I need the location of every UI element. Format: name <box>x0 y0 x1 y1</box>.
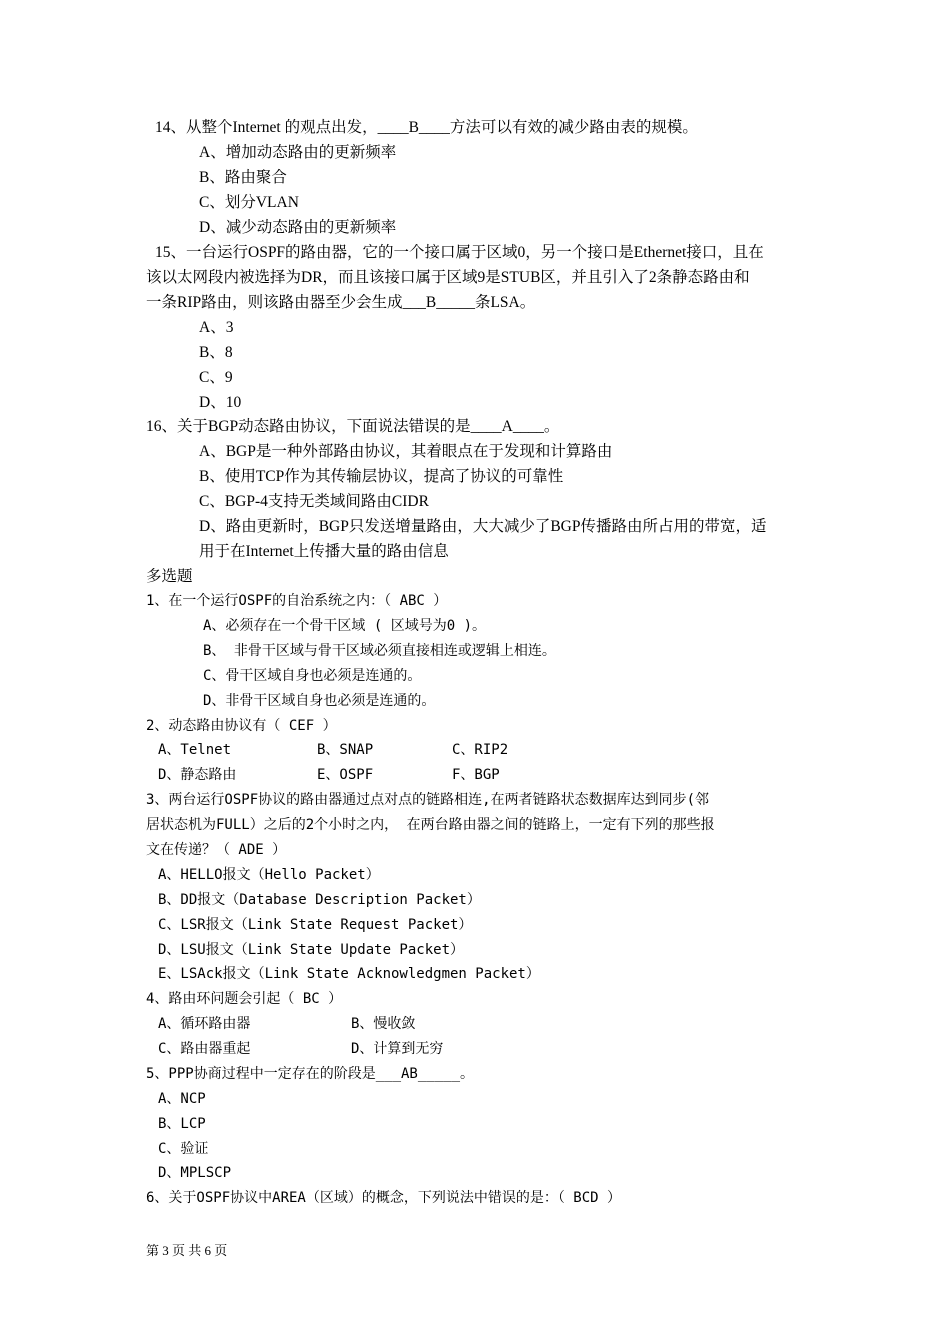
section-heading: 多选题 <box>146 568 193 585</box>
option-14c: C、划分VLAN <box>199 194 299 211</box>
multi-question-3-line-3: 文在传递？（ ADE ） <box>146 842 287 858</box>
multi-question-3-line-2: 居状态机为FULL）之后的2个小时之内， 在两台路由器之间的链路上，一定有下列的那些报 <box>146 817 715 833</box>
option-14a: A、增加动态路由的更新频率 <box>199 144 397 161</box>
multi-option-5d: D、MPLSCP <box>158 1165 232 1181</box>
option-15d: D、10 <box>199 394 242 411</box>
multi-option-2a: A、Telnet <box>158 742 232 758</box>
option-16a: A、BGP是一种外部路由协议，其着眼点在于发现和计算路由 <box>199 443 613 460</box>
multi-option-4d: D、计算到无穷 <box>351 1041 444 1057</box>
multi-question-3-line-1: 3、两台运行OSPF协议的路由器通过点对点的链路相连,在两者链路状态数据库达到同步(邻 <box>146 792 709 808</box>
multi-option-4c: C、路由器重起 <box>158 1041 251 1057</box>
multi-option-2f: F、BGP <box>452 767 500 783</box>
multi-option-1a: A、必须存在一个骨干区域 ( 区域号为0 )。 <box>203 618 486 634</box>
multi-option-3b: B、DD报文（Database Description Packet） <box>158 892 481 908</box>
multi-question-2: 2、动态路由协议有（ CEF ） <box>146 718 337 734</box>
option-14d: D、减少动态路由的更新频率 <box>199 219 397 236</box>
multi-question-5: 5、PPP协商过程中一定存在的阶段是___AB_____。 <box>146 1066 475 1082</box>
question-15-line-3: 一条RIP路由，则该路由器至少会生成___B_____条LSA。 <box>146 294 536 311</box>
option-15c: C、9 <box>199 369 233 386</box>
multi-option-4b: B、慢收敛 <box>351 1016 416 1032</box>
multi-option-5b: B、LCP <box>158 1116 206 1132</box>
multi-option-2e: E、OSPF <box>317 767 374 783</box>
option-16b: B、使用TCP作为其传输层协议，提高了协议的可靠性 <box>199 468 564 485</box>
multi-option-1d: D、非骨干区域自身也必须是连通的。 <box>203 693 436 709</box>
option-15a: A、3 <box>199 319 234 336</box>
multi-option-5c: C、验证 <box>158 1141 209 1157</box>
option-16d-continued: 用于在Internet上传播大量的路由信息 <box>199 543 449 560</box>
multi-question-6: 6、关于OSPF协议中AREA（区域）的概念，下列说法中错误的是：（ BCD ） <box>146 1190 622 1206</box>
question-16: 16、关于BGP动态路由协议，下面说法错误的是____A____。 <box>146 418 560 435</box>
multi-option-2b: B、SNAP <box>317 742 374 758</box>
multi-option-3d: D、LSU报文（Link State Update Packet） <box>158 942 465 958</box>
multi-option-1b: B、 非骨干区域与骨干区域必须直接相连或逻辑上相连。 <box>203 643 556 659</box>
page-footer: 第 3 页 共 6 页 <box>146 1243 228 1258</box>
option-14b: B、路由聚合 <box>199 169 287 186</box>
multi-option-2c: C、RIP2 <box>452 742 509 758</box>
option-16c: C、BGP-4支持无类域间路由CIDR <box>199 493 429 510</box>
question-14: 14、从整个Internet 的观点出发，____B____方法可以有效的减少路由表的规模。 <box>155 119 698 136</box>
multi-question-1: 1、在一个运行OSPF的自治系统之内：（ ABC ） <box>146 593 448 609</box>
option-16d: D、路由更新时，BGP只发送增量路由，大大减少了BGP传播路由所占用的带宽，适 <box>199 518 767 535</box>
multi-option-1c: C、骨干区域自身也必须是连通的。 <box>203 668 422 684</box>
multi-option-5a: A、NCP <box>158 1091 206 1107</box>
multi-option-4a: A、循环路由器 <box>158 1016 251 1032</box>
multi-option-3c: C、LSR报文（Link State Request Packet） <box>158 917 473 933</box>
question-15-line-2: 该以太网段内被选择为DR，而且该接口属于区域9是STUB区，并且引入了2条静态路由和 <box>146 269 750 286</box>
multi-option-3e: E、LSAck报文（Link State Acknowledgmen Packet） <box>158 966 540 982</box>
multi-question-4: 4、路由环问题会引起（ BC ） <box>146 991 343 1007</box>
multi-option-2d: D、静态路由 <box>158 767 237 783</box>
multi-option-3a: A、HELLO报文（Hello Packet） <box>158 867 380 883</box>
question-15-line-1: 15、一台运行OSPF的路由器，它的一个接口属于区域0，另一个接口是Ethernet接口，且在 <box>155 244 764 261</box>
option-15b: B、8 <box>199 344 233 361</box>
